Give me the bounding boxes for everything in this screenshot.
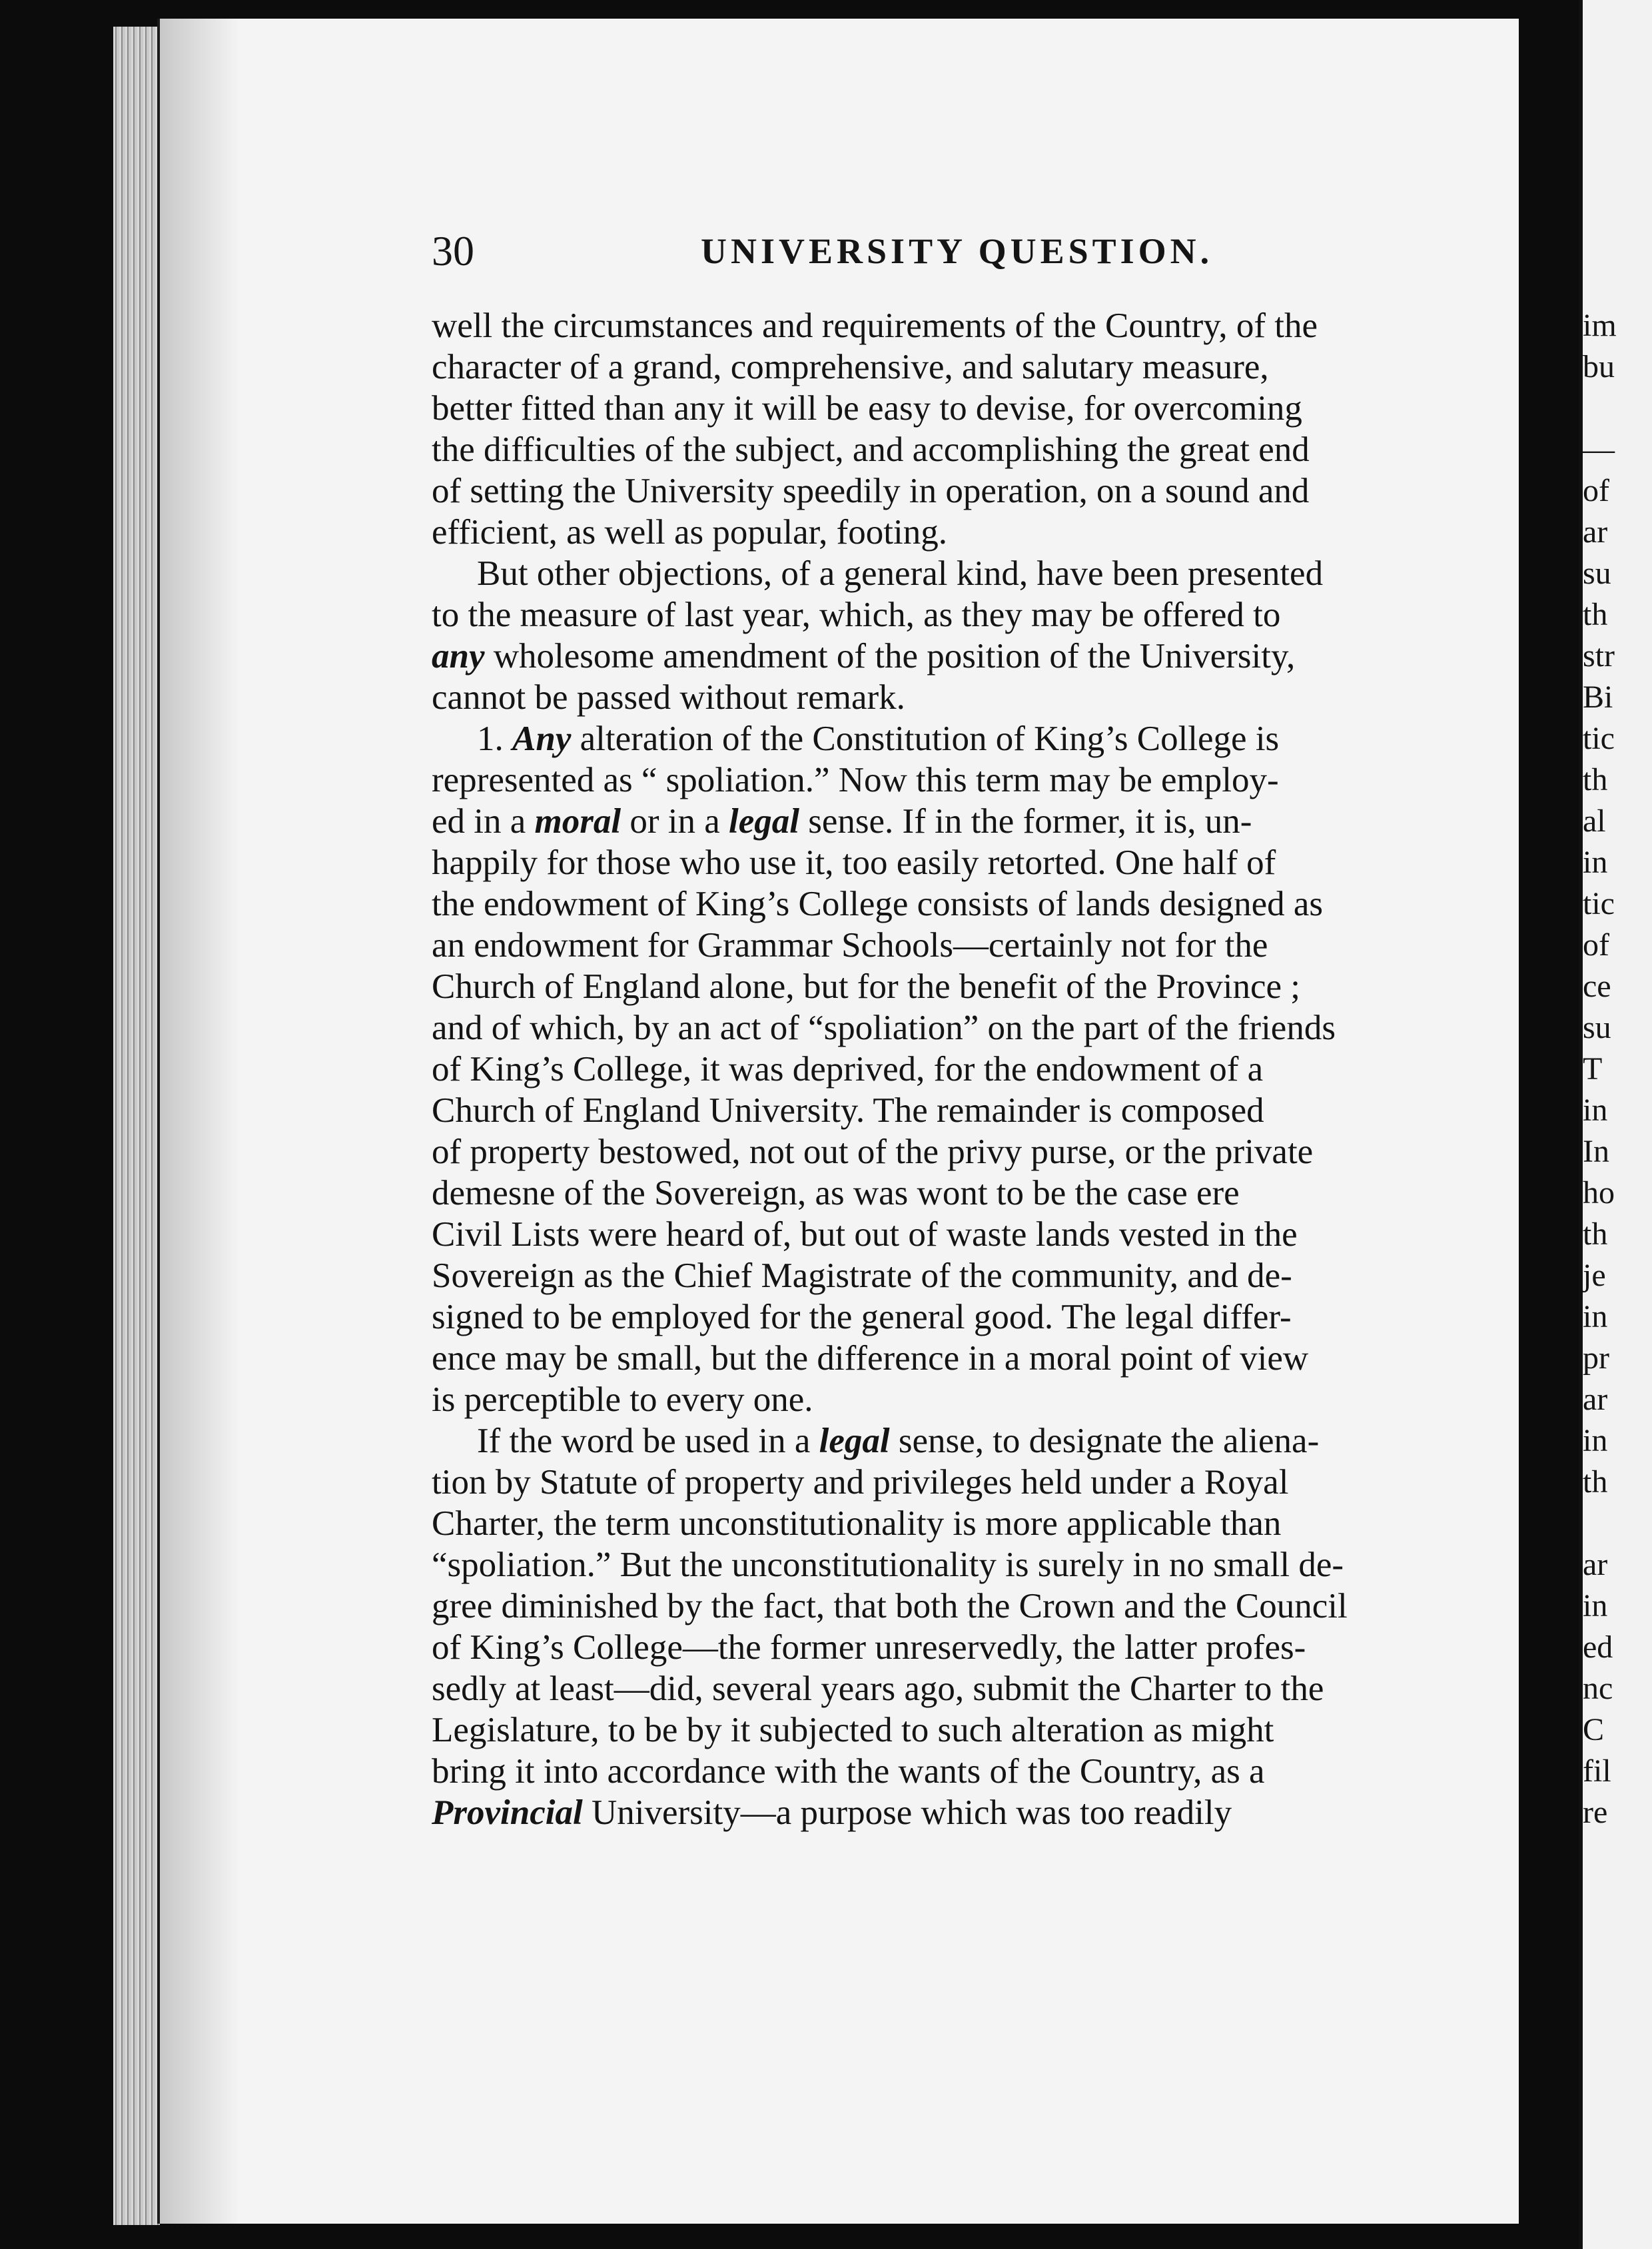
facing-page-fragment: In [1583,1134,1609,1169]
text-line [432,1379,1479,1420]
text-run: wholesome amendment of the position of the University, [484,637,1296,675]
text-run: Church of England alone, but for the benefit of the Province ; [432,967,1301,1006]
text-run: Legislature, to be by it subjected to such alteration as might [432,1711,1274,1749]
facing-page-fragment: th [1583,1464,1608,1500]
text-run: ed in a [432,802,535,841]
text-run: alteration of the Constitution of King’s College is [571,719,1280,758]
book-page-edges [113,27,160,2225]
italic-word: legal [729,802,799,841]
facing-page-fragment: ar [1583,1547,1608,1582]
text-run: sedly at least—did, several years ago, submit the Charter to the [432,1669,1324,1708]
text-run: tion by Statute of property and privileges held under a Royal [432,1463,1289,1502]
text-line [432,1792,1479,1833]
text-line [432,1462,1479,1503]
italic-word: any [432,637,485,675]
facing-page-fragment: bu [1583,349,1615,384]
italic-word: Any [512,719,572,758]
facing-page-fragment: su [1583,1010,1611,1045]
page-header [432,226,1479,273]
text-line [432,1627,1479,1668]
text-run: is perceptible to every one. [432,1380,813,1419]
facing-page-fragment: su [1583,556,1611,591]
facing-page-fragment: th [1583,762,1608,797]
text-run: better fitted than any it will be easy to devise, for overcoming [432,389,1302,428]
facing-page-fragment: je [1583,1258,1606,1293]
text-run: of property bestowed, not out of the privy purse, or the private [432,1132,1314,1171]
text-run: Civil Lists were heard of, but out of waste lands vested in the [432,1215,1298,1254]
text-run: the difficulties of the subject, and accomplishing the great end [432,430,1310,469]
text-line [432,1668,1479,1709]
facing-page-fragment: ed [1583,1629,1613,1665]
text-line [432,718,1479,759]
text-run: sense. If in the former, it is, un- [799,802,1252,841]
text-run: an endowment for Grammar Schools—certainly not for the [432,926,1268,965]
text-run: gree diminished by the fact, that both the Crown and the Council [432,1587,1348,1625]
facing-page-fragment: tic [1583,886,1615,921]
facing-page-fragment: of [1583,473,1609,508]
facing-page-fragment: in [1583,1588,1608,1623]
facing-page-fragment: nc [1583,1671,1613,1706]
text-line [432,305,1479,346]
text-line [432,1090,1479,1131]
text-line [432,1420,1479,1462]
text-line [432,470,1479,512]
facing-page-fragment: ho [1583,1175,1615,1210]
text-run: signed to be employed for the general good. The legal differ- [432,1298,1292,1336]
text-run: of King’s College—the former unreservedly, the latter profes- [432,1628,1306,1667]
text-run: and of which, by an act of “spoliation” on the part of the friends [432,1009,1336,1047]
facing-page-fragment: fil [1583,1753,1611,1789]
text-run: Sovereign as the Chief Magistrate of the community, and de- [432,1256,1292,1295]
text-run: bring it into accordance with the wants of the Country, as a [432,1752,1265,1791]
text-run: University—a purpose which was too readily [582,1793,1232,1832]
text-line [432,1172,1479,1214]
text-line [432,1585,1479,1627]
text-run: Charter, the term unconstitutionality is more applicable than [432,1504,1282,1543]
page-number: 30 [432,227,474,274]
text-run: sense, to designate the aliena- [889,1422,1320,1460]
facing-page-fragment: ce [1583,969,1611,1004]
italic-word: moral [534,802,621,841]
text-line [432,1214,1479,1255]
text-line [432,883,1479,925]
facing-page-fragment: of [1583,927,1609,963]
text-run: represented as “ spoliation.” Now this term may be employ- [432,761,1279,799]
text-line [432,1255,1479,1296]
text-line [432,1709,1479,1751]
text-run: character of a grand, comprehensive, and salutary measure, [432,348,1269,386]
facing-page-fragment: T [1583,1051,1603,1087]
text-run: or in a [621,802,729,841]
text-run: to the measure of last year, which, as they may be offered to [432,596,1281,634]
facing-page-fragment: im [1583,308,1617,343]
text-line [432,1049,1479,1090]
text-run: of King’s College, it was deprived, for the endowment of a [432,1050,1264,1089]
facing-page-fragment: ar [1583,514,1608,550]
text-line [432,925,1479,966]
facing-page-fragment: in [1583,1093,1608,1128]
facing-page-fragment: ar [1583,1382,1608,1417]
italic-word: Provincial [432,1793,583,1832]
facing-page-fragment: Bi [1583,679,1613,715]
text-line [432,1751,1479,1792]
text-line [432,388,1479,429]
text-run: But other objections, of a general kind, have been presented [477,554,1324,593]
text-line [432,1296,1479,1338]
text-run: happily for those who use it, too easily retorted. One half of [432,843,1276,882]
facing-page-text [1583,305,1652,1833]
running-head: UNIVERSITY QUESTION. [701,231,1214,271]
facing-page-fragment: tic [1583,721,1615,756]
text-run: 1. [477,719,512,758]
text-line [432,1503,1479,1544]
text-line [432,346,1479,388]
text-line [432,512,1479,553]
facing-page-fragment [1583,388,1652,429]
text-line [432,1544,1479,1585]
facing-page-fragment: al [1583,803,1606,839]
facing-page-fragment: str [1583,638,1615,674]
text-line [432,553,1479,594]
text-line [432,1338,1479,1379]
text-line [432,1007,1479,1049]
facing-page-fragment [1583,1503,1652,1544]
text-run: cannot be passed without remark. [432,678,905,717]
text-line [432,1131,1479,1172]
italic-word: legal [819,1422,890,1460]
facing-page-fragment: re [1583,1795,1608,1830]
text-run: well the circumstances and requirements of the Country, of the [432,306,1318,345]
text-line [432,759,1479,801]
text-line [432,594,1479,636]
facing-page-fragment: in [1583,1299,1608,1334]
facing-page-fragment: in [1583,1423,1608,1458]
text-line [432,801,1479,842]
text-run: the endowment of King’s College consists of lands designed as [432,885,1324,923]
text-line [432,966,1479,1007]
facing-page-fragment: in [1583,845,1608,880]
text-line [432,429,1479,470]
gutter-shadow [160,19,240,2224]
text-run: of setting the University speedily in operation, on a sound and [432,472,1310,510]
text-run: ence may be small, but the difference in a moral point of view [432,1339,1309,1378]
text-run: efficient, as well as popular, footing. [432,513,948,552]
text-line [432,842,1479,883]
facing-page-fragment: — [1583,432,1615,467]
text-line [432,677,1479,718]
text-run: demesne of the Sovereign, as was wont to be the case ere [432,1174,1240,1212]
body-text [432,305,1479,1833]
text-run: Church of England University. The remainder is composed [432,1091,1264,1130]
facing-page-fragment: pr [1583,1340,1609,1376]
text-run: “spoliation.” But the unconstitutionality is surely in no small de- [432,1546,1344,1584]
facing-page-fragment: C [1583,1712,1605,1747]
text-run: If the word be used in a [477,1422,819,1460]
facing-page-fragment: th [1583,597,1608,632]
facing-page-fragment: th [1583,1216,1608,1252]
text-line [432,636,1479,677]
